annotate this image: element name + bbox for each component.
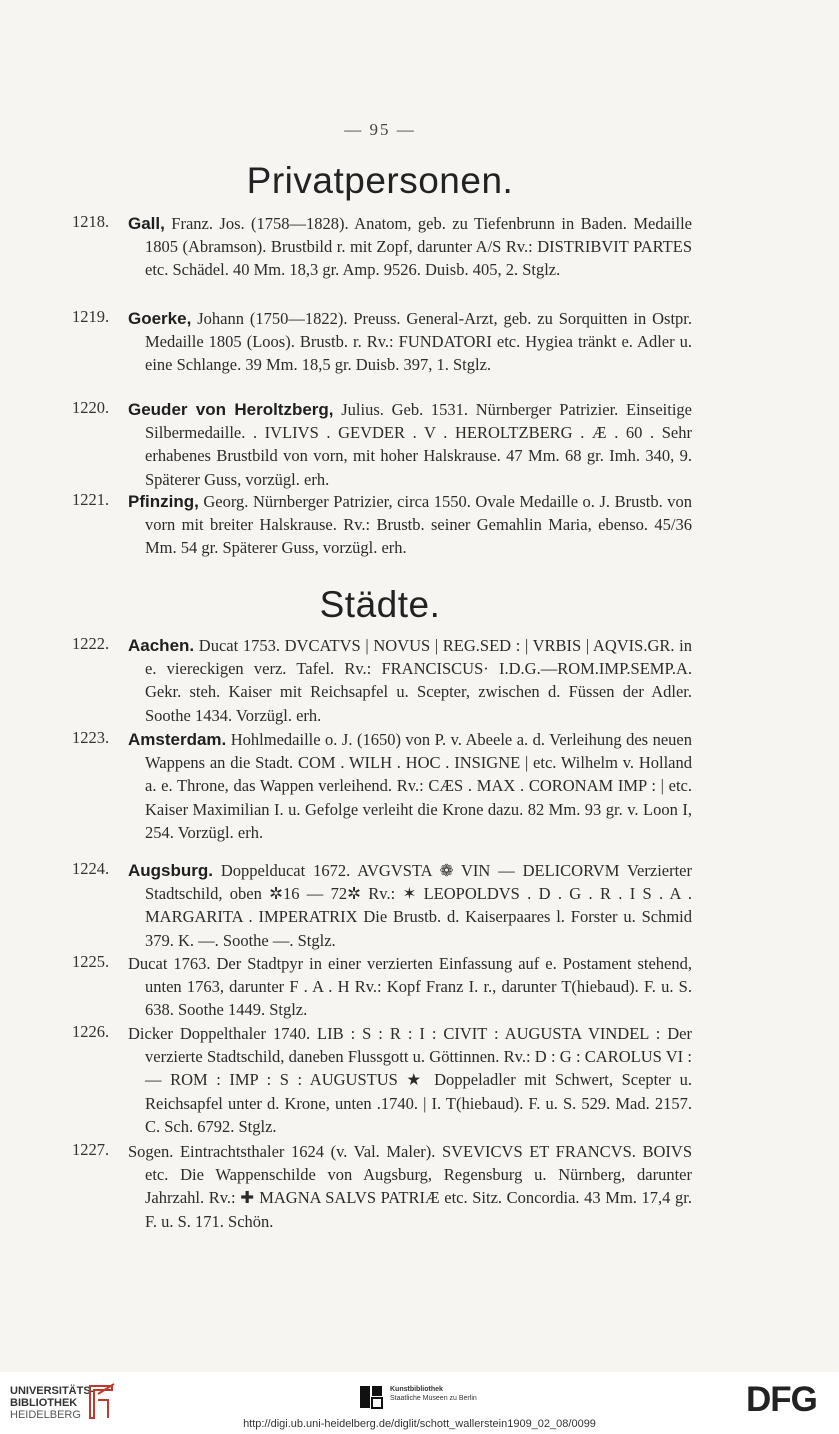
entry-number: 1224.: [72, 859, 110, 878]
entry-number: 1218.: [72, 212, 110, 231]
kunstbibliothek-logo-icon: [358, 1384, 384, 1410]
uni-logo-line1: UNIVERSITÄTS-: [10, 1385, 95, 1397]
entry-1222: [72, 634, 692, 727]
entry-1226: [72, 1022, 692, 1138]
entry-number: 1226.: [72, 1022, 110, 1041]
uni-logo-line2: BIBLIOTHEK: [10, 1397, 78, 1409]
dfg-logo: DFG: [746, 1380, 817, 1419]
entry-name: Goerke,: [128, 309, 192, 328]
entry-text: Julius. Geb. 1531. Nürnberger Patrizier. Einseitige Silbermedaille. . IVLIVS . GEVDER . V . HEROLTZBERG . Æ . 60 . Sehr erhabenes Brustbild von vorn, mit hoher Halskrause. 47 Mm. 68 gr. Imh. 340, 9. Späterer Guss, vorzügl. erh.: [145, 400, 692, 489]
entry-body: [128, 952, 692, 1022]
entry-number: 1221.: [72, 490, 110, 509]
entry-1220: [72, 398, 692, 491]
entry-text: Ducat 1753. DVCATVS | NOVUS | REG.SED : | VRBIS | AQVIS.GR. in e. viereckigen verz. Tafel. Rv.: FRANCISCUS· I.D.G.—ROM.IMP.SEMP.A. Gekr. steh. Kaiser mit Reichsapfel u. Scepter, zwischen d. Füssen der Adler. Soothe 1434. Vorzügl. erh.: [145, 636, 692, 725]
entry-number: 1225.: [72, 952, 110, 971]
entry-number: 1222.: [72, 634, 110, 653]
entry-body: [128, 1140, 692, 1233]
kb-line2: Staatliche Museen zu Berlin: [390, 1395, 477, 1402]
entry-name: Augsburg.: [128, 861, 213, 880]
entry-text: Doppelducat 1672. AVGVSTA ❁ VIN — DELICORVM Verzierter Stadtschild, oben ✲16 — 72✲ Rv.: ✶ LEOPOLDVS . D . G . R . I S . A . MARGARITA . IMPERATRIX Die Brustb. d. Kaiserpaares l. Forster u. Schmid 379. K. —. Soothe —. Stglz.: [145, 861, 692, 950]
university-mark-icon: [86, 1382, 116, 1422]
university-library-logo: [10, 1385, 94, 1421]
entry-number: 1219.: [72, 307, 110, 326]
entry-body: [128, 490, 692, 560]
entry-1223: [72, 728, 692, 844]
entry-body: [128, 634, 692, 727]
entry-text: Sogen. Eintrachtsthaler 1624 (v. Val. Maler). SVEVICVS ET FRANCVS. BOIVS etc. Die Wappenschilde von Augsburg, Regensburg u. Nürnberg, darunter Jahrzahl. Rv.: ✚ MAGNA SALVS PATRIÆ etc. Sitz. Concordia. 43 Mm. 17,4 gr. F. u. S. 171. Schön.: [128, 1142, 692, 1231]
entry-name: Pfinzing,: [128, 492, 199, 511]
entry-text: Johann (1750—1822). Preuss. General-Arzt, geb. zu Sorquitten in Ostpr. Medaille 1805 (Loos). Brustb. r. Rv.: FUNDATORI etc. Hygiea tränkt e. Adler u. eine Schlange. 39 Mm. 18,5 gr. Duisb. 397, 1. Stglz.: [145, 309, 692, 375]
entry-text: Hohlmedaille o. J. (1650) von P. v. Abeele a. d. Verleihung des neuen Wappens an die Stadt. COM . WILH . HOC . INSIGNE | etc. Wilhelm v. Holland a. e. Throne, das Wappen verleihend. Rv.: CÆS . MAX . CORONAM IMP : | etc. Kaiser Maximilian I. u. Gefolge verleiht die Krone dazu. 82 Mm. 93 gr. v. Loon I, 254. Vorzügl. erh.: [145, 730, 692, 842]
kb-line1: Kunstbibliothek: [390, 1386, 443, 1393]
entry-number: 1227.: [72, 1140, 110, 1159]
footer-bar: [0, 1372, 839, 1434]
entry-number: 1220.: [72, 398, 110, 417]
entry-1224: [72, 859, 692, 952]
entry-body: [128, 398, 692, 491]
entry-1218: [72, 212, 692, 282]
entry-text: Franz. Jos. (1758—1828). Anatom, geb. zu Tiefenbrunn in Baden. Medaille 1805 (Abramson). Brustbild r. mit Zopf, darunter A/S Rv.: DISTRIBVIT PARTES etc. Schädel. 40 Mm. 18,3 gr. Amp. 9526. Duisb. 405, 2. Stglz.: [145, 214, 692, 280]
uni-logo-line3: HEIDELBERG: [10, 1409, 81, 1421]
entry-name: Amsterdam.: [128, 730, 227, 749]
entry-body: [128, 1022, 692, 1138]
source-url[interactable]: http://digi.ub.uni-heidelberg.de/diglit/schott_wallerstein1909_02_08/0099: [243, 1418, 596, 1430]
entry-body: [128, 859, 692, 952]
entry-text: Dicker Doppelthaler 1740. LIB : S : R : I : CIVIT : AUGUSTA VINDEL : Der verzierte Stadtschild, daneben Flussgott u. Göttinnen. Rv.: D : G : CAROLUS VI : — ROM : IMP : S : AUGUSTUS ★ Doppeladler mit Schwert, Scepter u. Reichsapfel unter d. Krone, unten .1740. | I. T(hiebaud). F. u. S. 529. Mad. 2157. C. Sch. 6792. Stglz.: [128, 1024, 692, 1136]
section-title-privatpersonen: Privatpersonen.: [246, 160, 514, 201]
page-number: — 95 —: [344, 120, 416, 139]
entry-name: Aachen.: [128, 636, 195, 655]
entry-body: [128, 307, 692, 377]
entry-1225: [72, 952, 692, 1022]
kunstbibliothek-text: [390, 1385, 477, 1403]
entry-body: [128, 728, 692, 844]
entry-1221: [72, 490, 692, 560]
entry-body: [128, 212, 692, 282]
entry-text: Georg. Nürnberger Patrizier, circa 1550. Ovale Medaille o. J. Brustb. von vorn mit breiter Halskrause. Rv.: Brustb. seiner Gemahlin Maria, ebenso. 45/36 Mm. 54 gr. Späterer Guss, vorzügl. erh.: [145, 492, 692, 558]
entry-number: 1223.: [72, 728, 110, 747]
entry-name: Gall,: [128, 214, 165, 233]
entry-text: Ducat 1763. Der Stadtpyr in einer verzierten Einfassung auf e. Postament stehend, unten 1763, darunter F . A . H Rv.: Kopf Franz I. r., darunter T(hiebaud). F. u. S. 638. Soothe 1449. Stglz.: [128, 954, 692, 1020]
section-title-staedte: Städte.: [319, 584, 441, 625]
entry-1219: [72, 307, 692, 377]
entry-1227: [72, 1140, 692, 1233]
entry-name: Geuder von Heroltzberg,: [128, 400, 334, 419]
